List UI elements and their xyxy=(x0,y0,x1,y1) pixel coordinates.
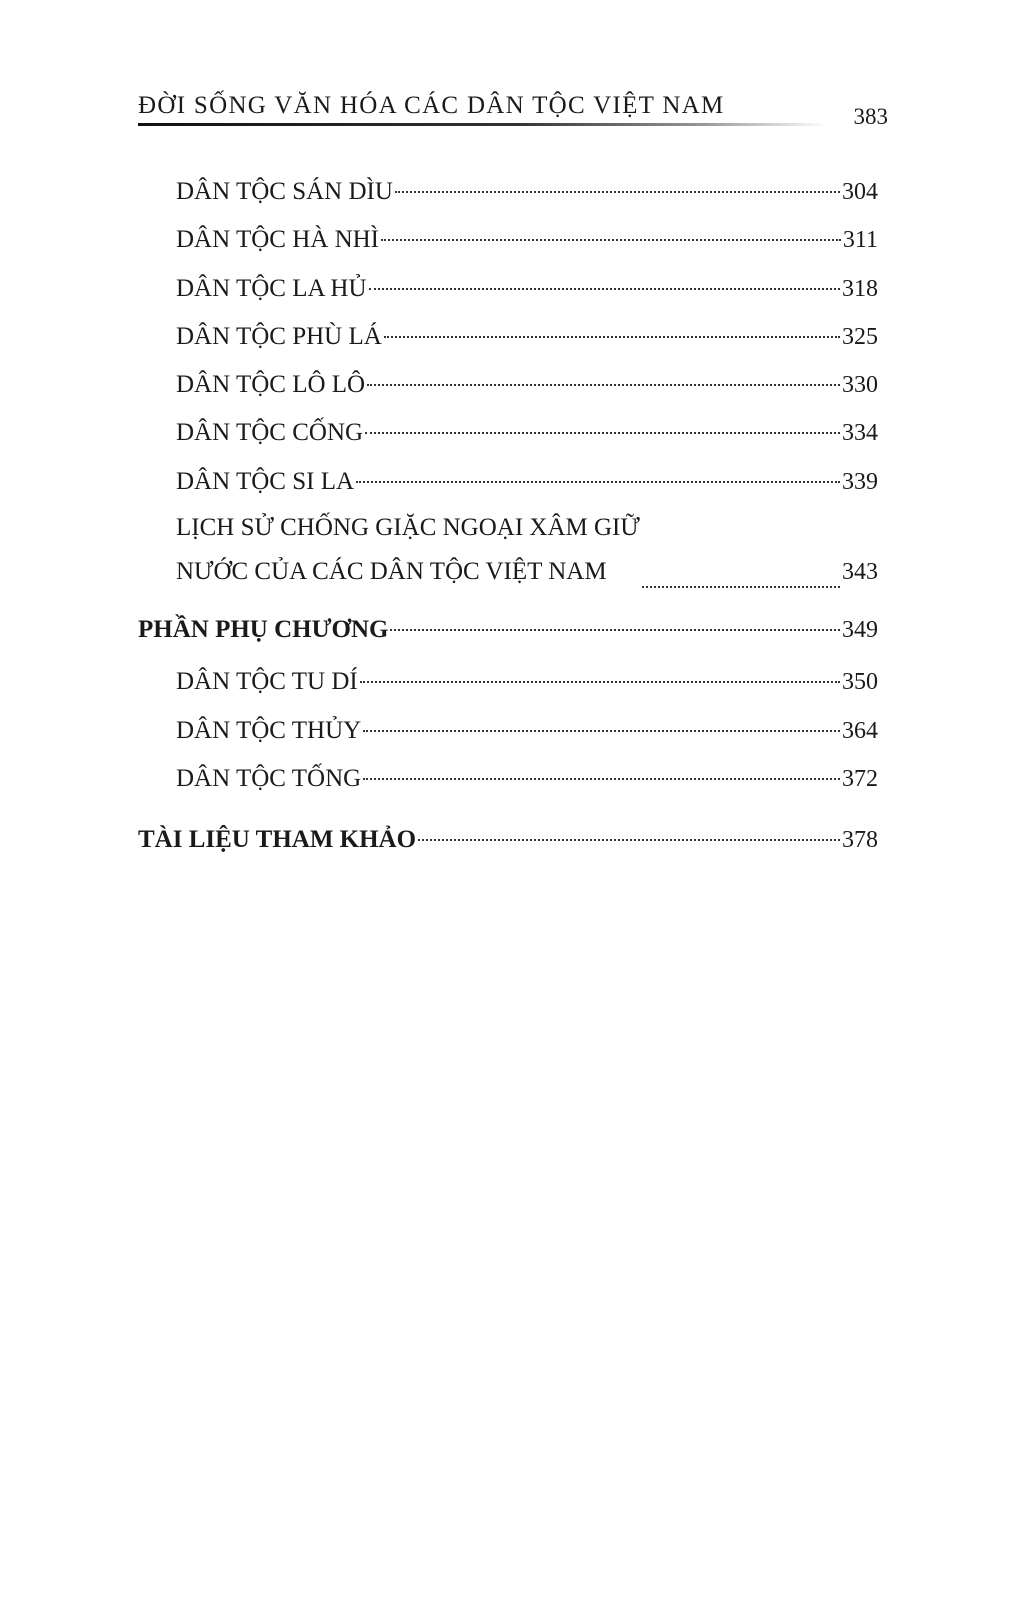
toc-entry-title: DÂN TỘC THỦY xyxy=(176,716,362,744)
toc-entry-title: LỊCH SỬ CHỐNG GIẶC NGOẠI XÂM GIỮ NƯỚC CỦA CÁC DÂN TỘC VIỆT NAM xyxy=(176,514,640,586)
toc-entry-title: DÂN TỘC LA HỦ xyxy=(176,274,367,302)
dot-leader xyxy=(365,432,840,434)
dot-leader xyxy=(367,384,840,386)
toc-entry-page: 311 xyxy=(842,227,878,254)
dot-leader xyxy=(418,839,840,841)
toc-entry[interactable] xyxy=(138,265,878,313)
toc-entry[interactable] xyxy=(138,168,878,216)
toc-entry-title: DÂN TỘC PHÙ LÁ xyxy=(176,322,382,350)
dot-leader xyxy=(384,336,840,338)
toc-entry[interactable] xyxy=(138,755,878,803)
header-title: ĐỜI SỐNG VĂN HÓA CÁC DÂN TỘC VIỆT NAM xyxy=(138,92,725,119)
toc-entry[interactable] xyxy=(138,409,878,457)
table-of-contents xyxy=(138,168,878,865)
toc-entry[interactable] xyxy=(138,506,878,594)
dot-leader xyxy=(369,288,840,290)
running-header xyxy=(138,88,888,132)
toc-entry[interactable] xyxy=(138,216,878,264)
toc-entry-title: DÂN TỘC SÁN DÌU xyxy=(176,178,393,205)
dot-leader xyxy=(356,481,840,483)
dot-leader xyxy=(642,586,840,588)
toc-entry-page: 378 xyxy=(842,827,878,854)
toc-entry-title: TÀI LIỆU THAM KHẢO xyxy=(138,826,417,854)
dot-leader xyxy=(390,629,840,631)
toc-entry-page: 350 xyxy=(842,669,878,696)
toc-entry-title: DÂN TỘC TU DÍ xyxy=(176,668,358,696)
toc-entry-page: 318 xyxy=(842,275,878,302)
toc-entry-part[interactable] xyxy=(138,606,878,654)
toc-entry-page: 334 xyxy=(842,420,878,447)
toc-entry[interactable] xyxy=(138,658,878,706)
toc-entry-title: DÂN TỘC CỐNG xyxy=(176,419,364,447)
toc-entry-page: 304 xyxy=(842,179,878,205)
toc-entry-part[interactable] xyxy=(138,816,878,864)
toc-entry-page: 372 xyxy=(842,765,878,792)
toc-entry-title: DÂN TỘC SI LA xyxy=(176,467,355,495)
toc-entry-page: 325 xyxy=(842,323,878,350)
dot-leader xyxy=(360,681,840,683)
toc-entry[interactable] xyxy=(138,707,878,755)
toc-entry-title: DÂN TỘC TỐNG xyxy=(176,764,362,792)
header-rule xyxy=(138,123,828,126)
toc-entry-title: DÂN TỘC HÀ NHÌ xyxy=(176,226,380,254)
toc-entry-page: 339 xyxy=(842,468,878,495)
dot-leader xyxy=(363,730,840,732)
toc-entry[interactable] xyxy=(138,313,878,361)
toc-entry-page: 343 xyxy=(842,559,878,586)
dot-leader xyxy=(381,239,841,241)
toc-entry-title: DÂN TỘC LÔ LÔ xyxy=(176,371,366,399)
toc-entry-page: 330 xyxy=(842,372,878,399)
dot-leader xyxy=(395,191,840,193)
toc-entry-page: 364 xyxy=(842,717,878,744)
toc-entry-page: 349 xyxy=(842,617,878,644)
toc-entry[interactable] xyxy=(138,458,878,506)
toc-entry[interactable] xyxy=(138,361,878,409)
page-number: 383 xyxy=(853,104,888,129)
dot-leader xyxy=(363,778,840,780)
toc-entry-title: PHẦN PHỤ CHƯƠNG xyxy=(138,616,389,644)
